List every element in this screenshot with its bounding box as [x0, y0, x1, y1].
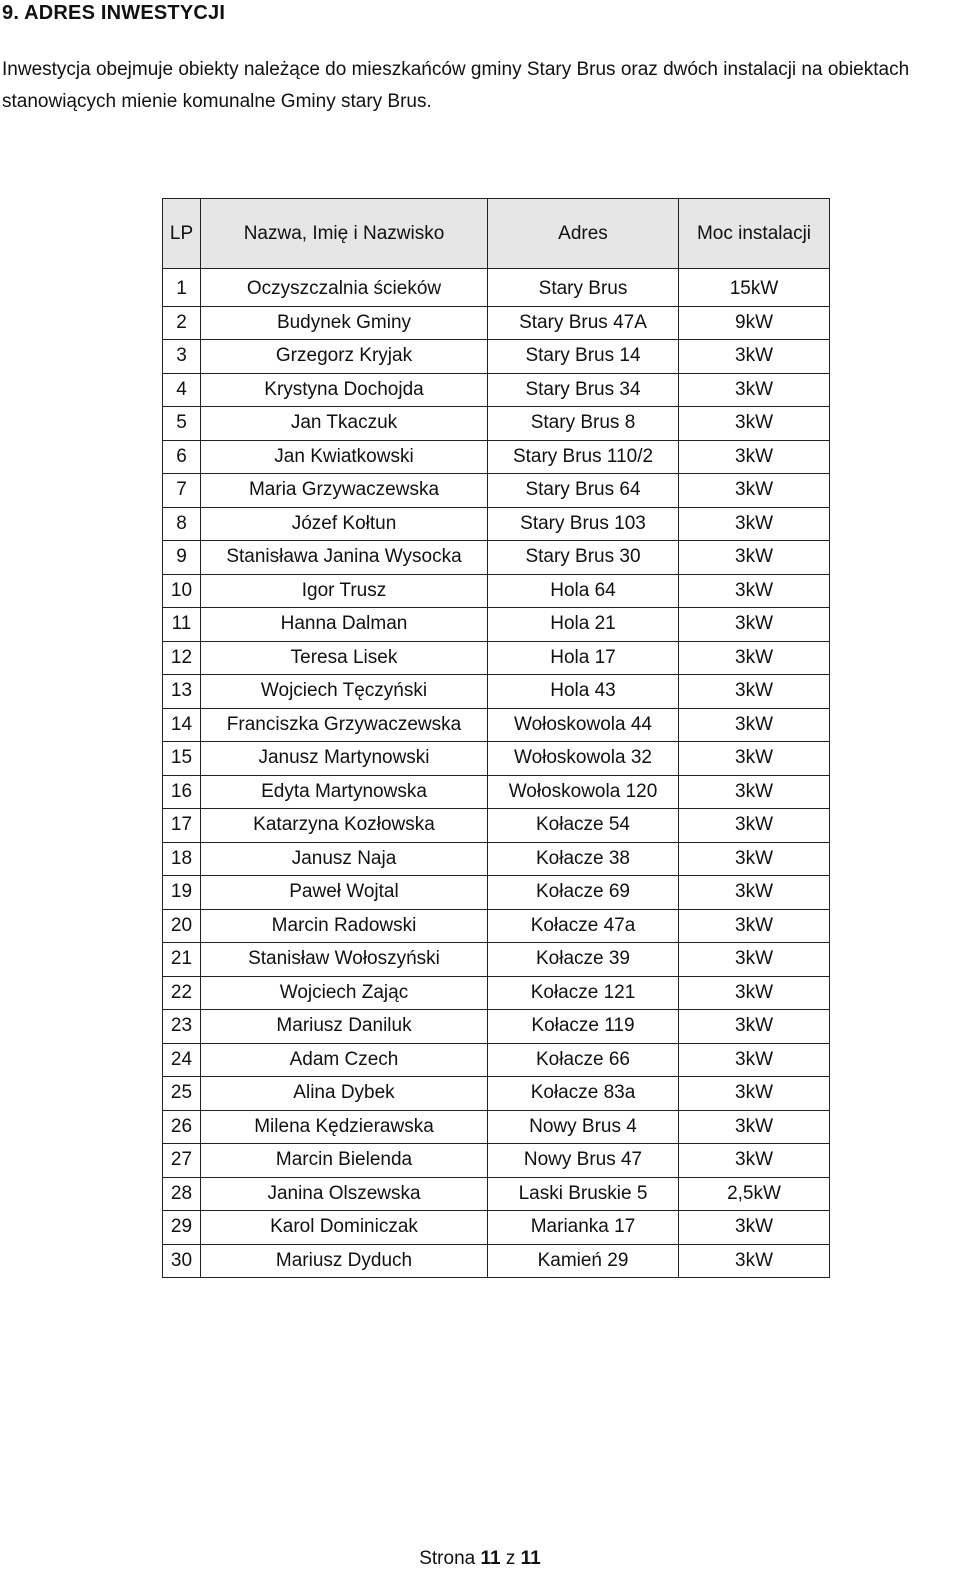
cell-name: Alina Dybek — [201, 1077, 488, 1111]
cell-lp: 17 — [163, 809, 201, 843]
table-row — [163, 1144, 830, 1178]
cell-lp: 6 — [163, 440, 201, 474]
cell-power: 3kW — [679, 809, 830, 843]
cell-lp: 9 — [163, 541, 201, 575]
cell-lp: 22 — [163, 976, 201, 1010]
cell-address: Kołacze 66 — [488, 1043, 679, 1077]
cell-name: Jan Kwiatkowski — [201, 440, 488, 474]
table-row — [163, 608, 830, 642]
cell-name: Maria Grzywaczewska — [201, 474, 488, 508]
cell-power: 3kW — [679, 507, 830, 541]
cell-lp: 13 — [163, 675, 201, 709]
cell-name: Wojciech Tęczyński — [201, 675, 488, 709]
table-row — [163, 943, 830, 977]
table-row — [163, 574, 830, 608]
cell-name: Budynek Gminy — [201, 306, 488, 340]
cell-power: 3kW — [679, 340, 830, 374]
table-row — [163, 474, 830, 508]
cell-lp: 19 — [163, 876, 201, 910]
cell-lp: 27 — [163, 1144, 201, 1178]
cell-address: Hola 17 — [488, 641, 679, 675]
cell-name: Paweł Wojtal — [201, 876, 488, 910]
cell-address: Stary Brus 103 — [488, 507, 679, 541]
cell-address: Kołacze 83a — [488, 1077, 679, 1111]
cell-lp: 2 — [163, 306, 201, 340]
cell-lp: 18 — [163, 842, 201, 876]
cell-lp: 26 — [163, 1110, 201, 1144]
table-row — [163, 742, 830, 776]
table-row — [163, 1211, 830, 1245]
cell-lp: 28 — [163, 1177, 201, 1211]
cell-lp: 14 — [163, 708, 201, 742]
table-row — [163, 306, 830, 340]
cell-lp: 7 — [163, 474, 201, 508]
cell-power: 3kW — [679, 1110, 830, 1144]
cell-power: 3kW — [679, 842, 830, 876]
cell-power: 3kW — [679, 407, 830, 441]
cell-address: Kołacze 54 — [488, 809, 679, 843]
cell-address: Laski Bruskie 5 — [488, 1177, 679, 1211]
footer-separator: z — [500, 1548, 521, 1569]
cell-power: 3kW — [679, 976, 830, 1010]
table-row — [163, 440, 830, 474]
cell-name: Milena Kędzierawska — [201, 1110, 488, 1144]
cell-power: 3kW — [679, 675, 830, 709]
header-name: Nazwa, Imię i Nazwisko — [201, 199, 488, 269]
cell-power: 3kW — [679, 1043, 830, 1077]
cell-address: Nowy Brus 4 — [488, 1110, 679, 1144]
cell-name: Oczyszczalnia ścieków — [201, 269, 488, 307]
table-body — [163, 269, 830, 1278]
cell-power: 3kW — [679, 943, 830, 977]
cell-lp: 16 — [163, 775, 201, 809]
cell-name: Edyta Martynowska — [201, 775, 488, 809]
cell-address: Wołoskowola 44 — [488, 708, 679, 742]
table-row — [163, 708, 830, 742]
cell-lp: 20 — [163, 909, 201, 943]
installations-table-container — [162, 198, 830, 1278]
footer-page-total: 11 — [520, 1548, 541, 1569]
cell-address: Stary Brus 30 — [488, 541, 679, 575]
cell-address: Kołacze 47a — [488, 909, 679, 943]
cell-lp: 23 — [163, 1010, 201, 1044]
cell-lp: 24 — [163, 1043, 201, 1077]
intro-paragraph: Inwestycja obejmuje obiekty należące do mieszkańców gminy Stary Brus oraz dwóch instalacji na obiektach stanowiących mienie komunalne Gminy stary Brus. — [2, 59, 910, 112]
table-row — [163, 1077, 830, 1111]
cell-address: Stary Brus 110/2 — [488, 440, 679, 474]
cell-name: Katarzyna Kozłowska — [201, 809, 488, 843]
cell-lp: 15 — [163, 742, 201, 776]
cell-name: Mariusz Dyduch — [201, 1244, 488, 1278]
cell-power: 15kW — [679, 269, 830, 307]
cell-lp: 11 — [163, 608, 201, 642]
section-heading: 9. ADRES INWESTYCJI — [2, 2, 226, 24]
table-row — [163, 407, 830, 441]
cell-power: 3kW — [679, 909, 830, 943]
cell-name: Józef Kołtun — [201, 507, 488, 541]
cell-name: Stanisława Janina Wysocka — [201, 541, 488, 575]
cell-power: 3kW — [679, 1077, 830, 1111]
cell-power: 3kW — [679, 775, 830, 809]
cell-power: 2,5kW — [679, 1177, 830, 1211]
table-row — [163, 1010, 830, 1044]
cell-power: 3kW — [679, 742, 830, 776]
cell-lp: 30 — [163, 1244, 201, 1278]
cell-address: Kołacze 119 — [488, 1010, 679, 1044]
page-footer — [0, 1548, 960, 1570]
cell-power: 3kW — [679, 1244, 830, 1278]
table-row — [163, 1244, 830, 1278]
cell-name: Jan Tkaczuk — [201, 407, 488, 441]
cell-address: Kołacze 38 — [488, 842, 679, 876]
header-power: Moc instalacji — [679, 199, 830, 269]
cell-lp: 3 — [163, 340, 201, 374]
cell-name: Igor Trusz — [201, 574, 488, 608]
cell-address: Stary Brus 8 — [488, 407, 679, 441]
cell-power: 3kW — [679, 1010, 830, 1044]
cell-address: Kołacze 39 — [488, 943, 679, 977]
table-row — [163, 775, 830, 809]
cell-address: Hola 43 — [488, 675, 679, 709]
cell-power: 3kW — [679, 641, 830, 675]
cell-power: 3kW — [679, 440, 830, 474]
cell-lp: 29 — [163, 1211, 201, 1245]
table-row — [163, 809, 830, 843]
footer-page-number: 11 — [480, 1548, 501, 1569]
table-row — [163, 1043, 830, 1077]
cell-power: 3kW — [679, 708, 830, 742]
header-address: Adres — [488, 199, 679, 269]
table-row — [163, 675, 830, 709]
cell-address: Stary Brus 14 — [488, 340, 679, 374]
cell-name: Wojciech Zając — [201, 976, 488, 1010]
table-row — [163, 269, 830, 307]
cell-address: Hola 21 — [488, 608, 679, 642]
cell-lp: 1 — [163, 269, 201, 307]
cell-lp: 12 — [163, 641, 201, 675]
table-row — [163, 507, 830, 541]
cell-power: 3kW — [679, 876, 830, 910]
table-header — [163, 199, 830, 269]
cell-name: Krystyna Dochojda — [201, 373, 488, 407]
cell-power: 3kW — [679, 541, 830, 575]
cell-address: Stary Brus 34 — [488, 373, 679, 407]
cell-power: 3kW — [679, 1211, 830, 1245]
footer-prefix: Strona — [419, 1548, 481, 1569]
cell-address: Stary Brus — [488, 269, 679, 307]
cell-lp: 25 — [163, 1077, 201, 1111]
table-row — [163, 976, 830, 1010]
table-row — [163, 373, 830, 407]
cell-power: 3kW — [679, 574, 830, 608]
cell-power: 3kW — [679, 608, 830, 642]
cell-name: Janusz Martynowski — [201, 742, 488, 776]
table-row — [163, 541, 830, 575]
cell-name: Stanisław Wołoszyński — [201, 943, 488, 977]
cell-power: 9kW — [679, 306, 830, 340]
cell-address: Kołacze 69 — [488, 876, 679, 910]
cell-lp: 21 — [163, 943, 201, 977]
cell-power: 3kW — [679, 474, 830, 508]
cell-address: Kamień 29 — [488, 1244, 679, 1278]
cell-lp: 10 — [163, 574, 201, 608]
cell-name: Marcin Radowski — [201, 909, 488, 943]
cell-address: Wołoskowola 120 — [488, 775, 679, 809]
cell-name: Adam Czech — [201, 1043, 488, 1077]
cell-name: Janusz Naja — [201, 842, 488, 876]
table-row — [163, 1110, 830, 1144]
cell-name: Karol Dominiczak — [201, 1211, 488, 1245]
cell-lp: 4 — [163, 373, 201, 407]
table-row — [163, 876, 830, 910]
cell-power: 3kW — [679, 373, 830, 407]
table-row — [163, 641, 830, 675]
cell-name: Janina Olszewska — [201, 1177, 488, 1211]
cell-address: Kołacze 121 — [488, 976, 679, 1010]
table-row — [163, 842, 830, 876]
cell-address: Stary Brus 64 — [488, 474, 679, 508]
installations-table — [162, 198, 830, 1278]
cell-address: Nowy Brus 47 — [488, 1144, 679, 1178]
table-row — [163, 909, 830, 943]
cell-address: Hola 64 — [488, 574, 679, 608]
cell-name: Teresa Lisek — [201, 641, 488, 675]
cell-lp: 5 — [163, 407, 201, 441]
cell-lp: 8 — [163, 507, 201, 541]
header-lp: LP — [163, 199, 201, 269]
table-row — [163, 1177, 830, 1211]
cell-name: Hanna Dalman — [201, 608, 488, 642]
cell-name: Marcin Bielenda — [201, 1144, 488, 1178]
cell-name: Mariusz Daniluk — [201, 1010, 488, 1044]
cell-address: Marianka 17 — [488, 1211, 679, 1245]
cell-power: 3kW — [679, 1144, 830, 1178]
cell-name: Grzegorz Kryjak — [201, 340, 488, 374]
table-row — [163, 340, 830, 374]
cell-address: Wołoskowola 32 — [488, 742, 679, 776]
cell-address: Stary Brus 47A — [488, 306, 679, 340]
cell-name: Franciszka Grzywaczewska — [201, 708, 488, 742]
table-header-row — [163, 199, 830, 269]
